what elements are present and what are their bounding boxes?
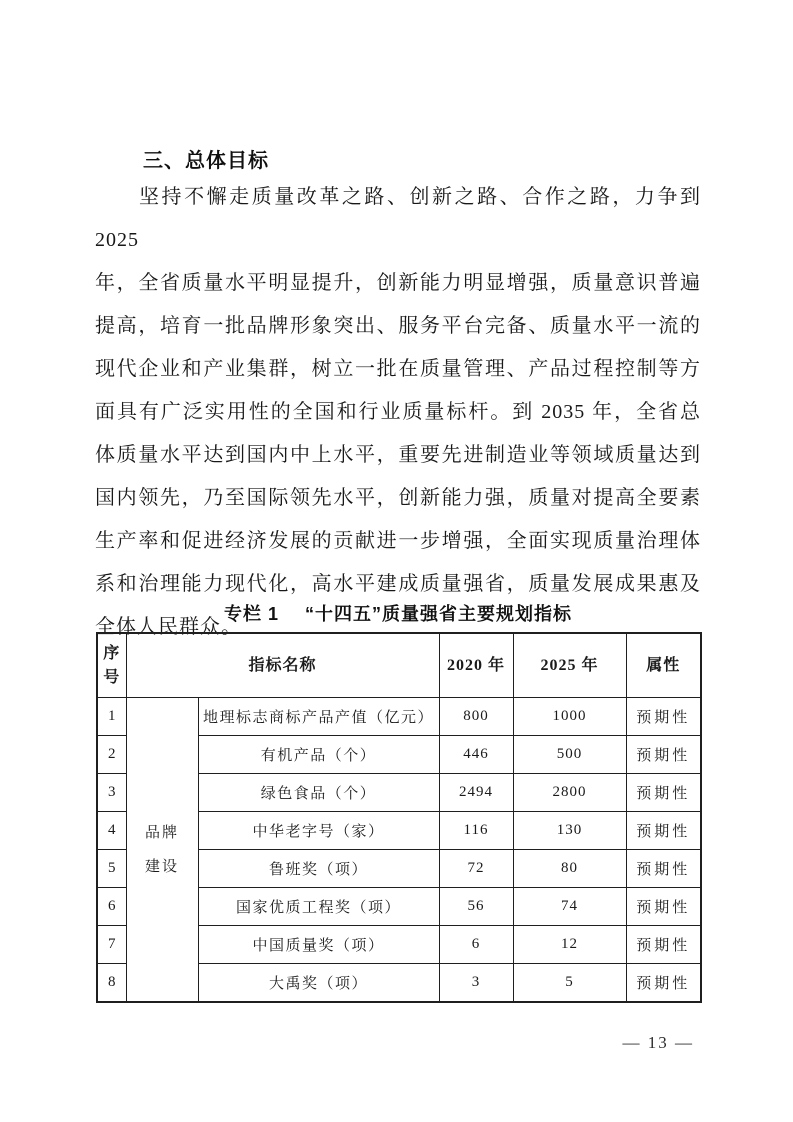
cell-2020: 446 [439, 736, 513, 774]
cell-2020: 56 [439, 888, 513, 926]
cell-no: 2 [97, 736, 126, 774]
paragraph-line: 生产率和促进经济发展的贡献进一步增强，全面实现质量治理体 [95, 530, 701, 552]
cell-no: 4 [97, 812, 126, 850]
table-header-row [97, 633, 701, 698]
cell-name: 国家优质工程奖（项） [198, 888, 439, 926]
cell-2020: 2494 [439, 774, 513, 812]
cell-no: 8 [97, 964, 126, 1003]
header-attr: 属性 [626, 633, 701, 698]
paragraph-line: 年，全省质量水平明显提升，创新能力明显增强，质量意识普遍 [95, 272, 701, 294]
header-2020: 2020 年 [439, 633, 513, 698]
cell-2020: 800 [439, 698, 513, 736]
indicator-table [96, 632, 702, 1003]
cell-attr: 预期性 [626, 926, 701, 964]
header-2025: 2025 年 [513, 633, 626, 698]
cell-no: 1 [97, 698, 126, 736]
cell-2020: 6 [439, 926, 513, 964]
cell-no: 6 [97, 888, 126, 926]
paragraph-line: 全体人民群众。 [95, 616, 242, 638]
cell-2025: 2800 [513, 774, 626, 812]
cell-name: 中华老字号（家） [198, 812, 439, 850]
cell-attr: 预期性 [626, 774, 701, 812]
cell-attr: 预期性 [626, 850, 701, 888]
cell-2025: 130 [513, 812, 626, 850]
paragraph-line: 坚持不懈走质量改革之路、创新之路、合作之路，力争到 2025 [95, 186, 701, 251]
cell-group [126, 698, 198, 1003]
paragraph-line: 体质量水平达到国内中上水平，重要先进制造业等领域质量达到 [95, 444, 701, 466]
group-label: 品牌建设 [144, 824, 179, 875]
panel-title [95, 600, 701, 626]
paragraph-line: 提高，培育一批品牌形象突出、服务平台完备、质量水平一流的 [95, 315, 701, 337]
section-heading: 三、总体目标 [143, 150, 269, 172]
cell-2020: 3 [439, 964, 513, 1003]
cell-2020: 72 [439, 850, 513, 888]
panel-title-label: 专栏 1 [223, 604, 279, 624]
cell-attr: 预期性 [626, 698, 701, 736]
cell-attr: 预期性 [626, 736, 701, 774]
cell-name: 大禹奖（项） [198, 964, 439, 1003]
cell-name: 鲁班奖（项） [198, 850, 439, 888]
cell-name: 中国质量奖（项） [198, 926, 439, 964]
cell-attr: 预期性 [626, 888, 701, 926]
cell-2025: 5 [513, 964, 626, 1003]
header-index: 序号 [97, 633, 126, 698]
page-number: — 13 — [622, 1033, 694, 1052]
paragraph-line: 现代企业和产业集群，树立一批在质量管理、产品过程控制等方 [95, 358, 701, 380]
cell-attr: 预期性 [626, 812, 701, 850]
cell-no: 5 [97, 850, 126, 888]
cell-2025: 80 [513, 850, 626, 888]
cell-no: 3 [97, 774, 126, 812]
paragraph-line: 国内领先，乃至国际领先水平，创新能力强，质量对提高全要素 [95, 487, 701, 509]
paragraph-line: 系和治理能力现代化，高水平建成质量强省，质量发展成果惠及 [95, 573, 701, 595]
panel-title-text: “十四五”质量强省主要规划指标 [305, 604, 572, 624]
cell-2025: 74 [513, 888, 626, 926]
cell-name: 地理标志商标产品产值（亿元） [198, 698, 439, 736]
cell-2025: 1000 [513, 698, 626, 736]
cell-2025: 500 [513, 736, 626, 774]
cell-2025: 12 [513, 926, 626, 964]
header-name: 指标名称 [126, 633, 439, 698]
cell-name: 有机产品（个） [198, 736, 439, 774]
cell-2020: 116 [439, 812, 513, 850]
cell-attr: 预期性 [626, 964, 701, 1003]
cell-name: 绿色食品（个） [198, 774, 439, 812]
body-paragraph [95, 176, 701, 649]
cell-no: 7 [97, 926, 126, 964]
table-row [97, 698, 701, 736]
paragraph-line: 面具有广泛实用性的全国和行业质量标杆。到 2035 年，全省总 [95, 401, 701, 423]
